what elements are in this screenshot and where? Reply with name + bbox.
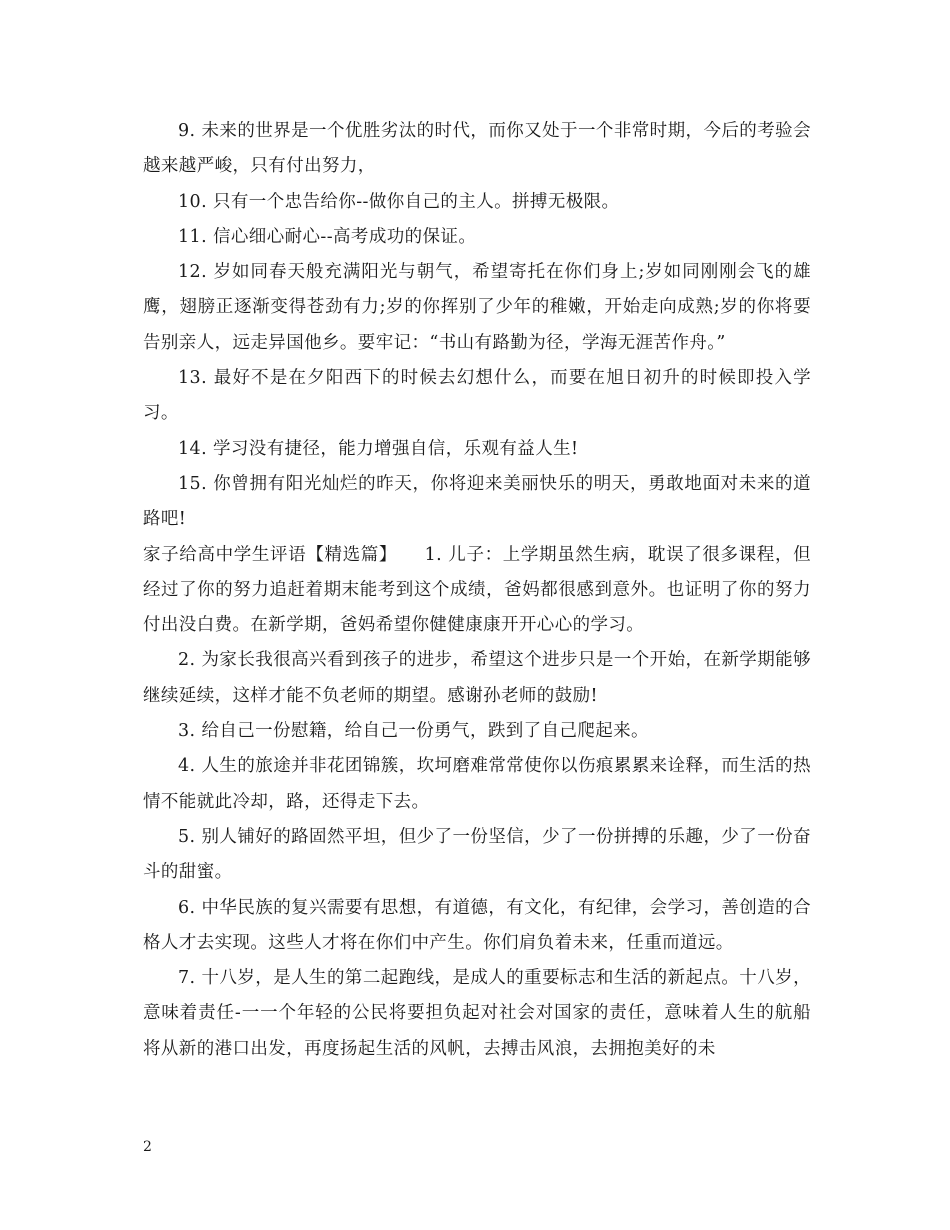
paragraph-5: 5. 别人铺好的路固然平坦，但少了一份坚信，少了一份拼搏的乐趣，少了一份奋斗的甜蜜。 (143, 826, 811, 883)
paragraph-9: 9. 未来的世界是一个优胜劣汰的时代，而你又处于一个非常时期，今后的考验会越来越严峻，只有付出努力， (143, 121, 811, 177)
paragraph-14: 14. 学习没有捷径，能力增强自信，乐观有益人生! (178, 438, 579, 459)
section-heading-paragraph: 家子给高中学生评语【精选篇】 1. 儿子：上学期虽然生病，耽误了很多课程，但经过了你的努力追赶着期末能考到这个成绩，爸妈都很感到意外。也证明了你的努力付出没白费。在新学期，爸妈希望你健健康康开开心心的学习。 (143, 544, 811, 636)
paragraph-6: 6. 中华民族的复兴需要有思想，有道德，有文化，有纪律，会学习，善创造的合格人才去实现。这些人才将在你们中产生。你们肩负着未来，任重而道远。 (143, 897, 811, 953)
document-body (143, 114, 811, 1067)
paragraph-11: 11. 信心细心耐心--高考成功的保证。 (178, 226, 477, 247)
paragraph-13: 13. 最好不是在夕阳西下的时候去幻想什么，而要在旭日初升的时候即投入学习。 (143, 368, 811, 424)
paragraph-3: 3. 给自己一份慰籍，给自己一份勇气，跌到了自己爬起来。 (178, 721, 649, 742)
paragraph-7: 7. 十八岁，是人生的第二起跑线，是成人的重要标志和生活的新起点。十八岁，意味着责任-一一个年轻的公民将要担负起对社会对国家的责任，意味着人生的航船将从新的港口出发，再度扬起生活的风帆，去搏击风浪，去拥抱美好的未 (143, 968, 811, 1059)
page-number: 2 (143, 1139, 152, 1155)
paragraph-15: 15. 你曾拥有阳光灿烂的昨天，你将迎来美丽快乐的明天，勇敢地面对未来的道路吧! (143, 473, 811, 530)
paragraph-2: 2. 为家长我很高兴看到孩子的进步，希望这个进步只是一个开始，在新学期能够继续延续，这样才能不负老师的期望。感谢孙老师的鼓励! (143, 650, 811, 706)
paragraph-4: 4. 人生的旅途并非花团锦簇，坎坷磨难常常使你以伤痕累累来诠释，而生活的热情不能就此冷却，路，还得走下去。 (143, 756, 811, 812)
paragraph-10: 10. 只有一个忠告给你--做你自己的主人。拼搏无极限。 (178, 191, 620, 212)
paragraph-12: 12. 岁如同春天般充满阳光与朝气，希望寄托在你们身上;岁如同刚刚会飞的雄鹰，翅膀正逐渐变得苍劲有力;岁的你挥别了少年的稚嫩，开始走向成熟;岁的你将要告别亲人，远走异国他乡。要牢记：“书山有路勤为径，学海无涯苦作舟。” (143, 262, 811, 353)
